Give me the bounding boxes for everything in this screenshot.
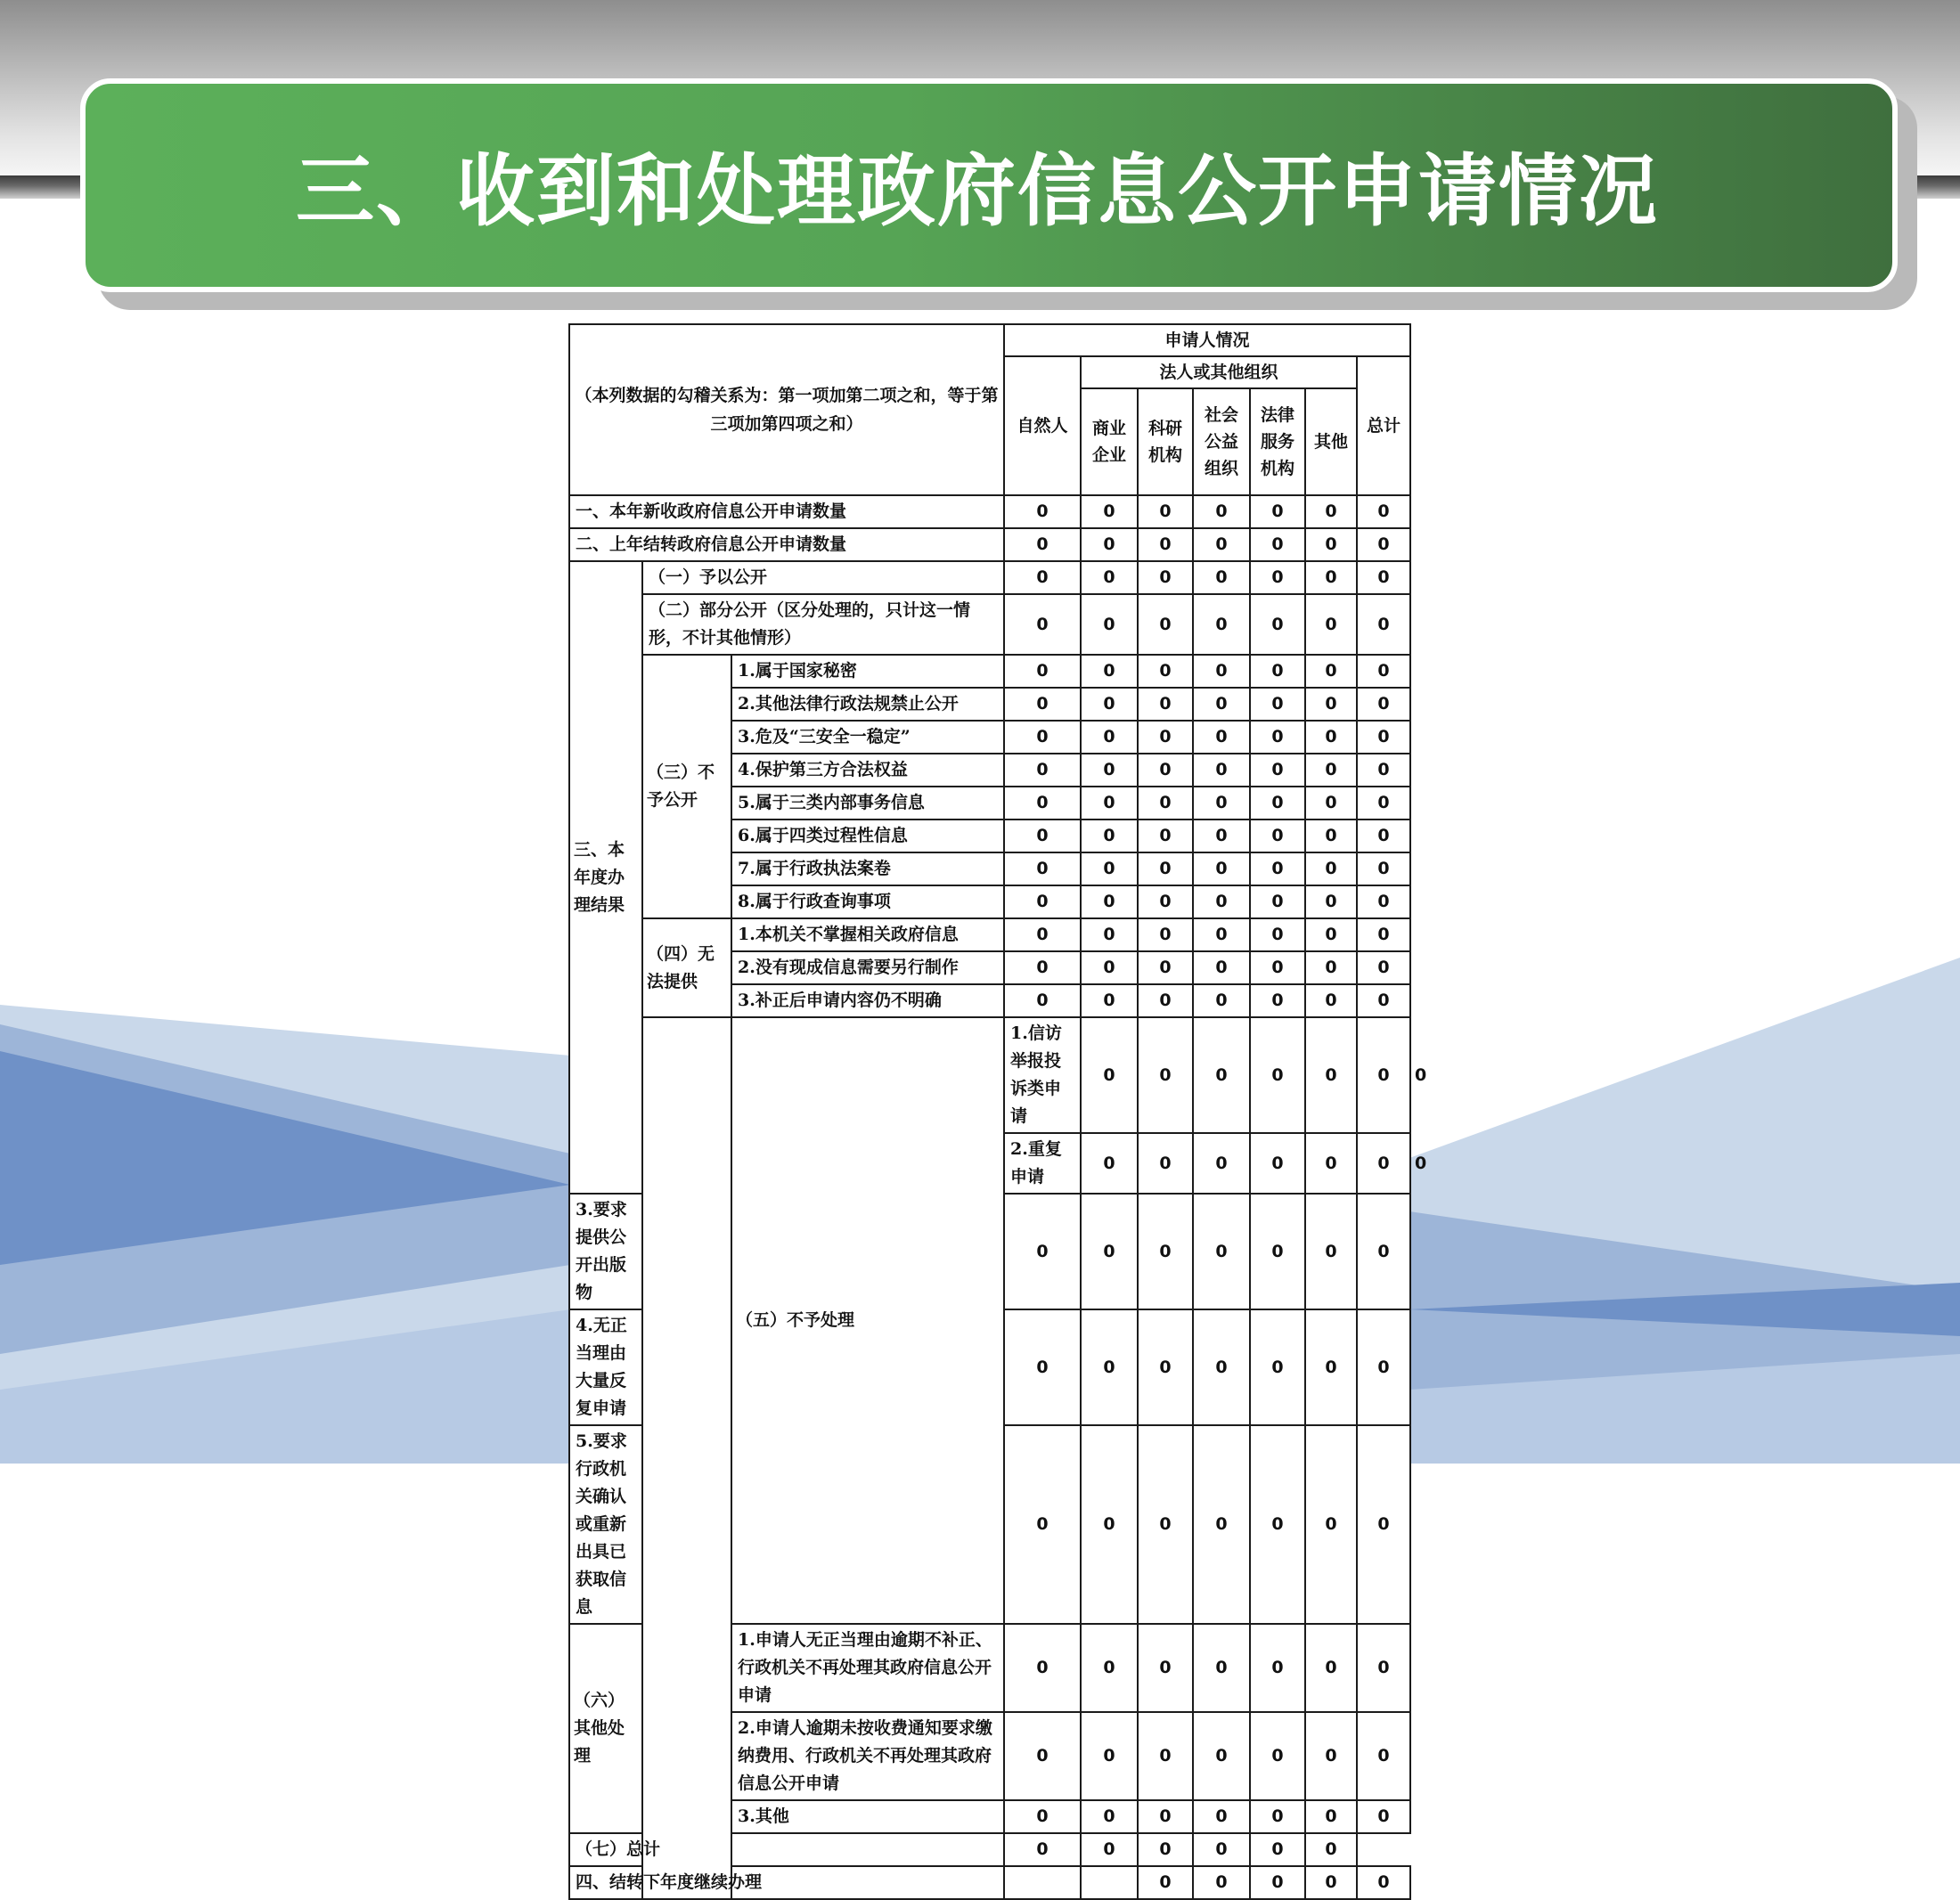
- row-label: 5.属于三类内部事务信息: [731, 787, 1004, 820]
- row-label: 7.属于行政执法案卷: [731, 852, 1004, 885]
- table-row: [569, 561, 1410, 594]
- cell-value: 0: [1250, 655, 1305, 688]
- cell-value: 0: [1081, 655, 1138, 688]
- cell-value: 0: [1004, 918, 1081, 951]
- cell-value: 0: [1357, 1800, 1410, 1833]
- cell-value: 0: [1138, 820, 1193, 852]
- cell-value: 0: [1305, 1712, 1357, 1800]
- cell-value: 0: [1305, 951, 1357, 984]
- cell-value: 0: [1004, 721, 1081, 754]
- cell-value: 0: [1305, 495, 1357, 528]
- section-3-continued: [642, 1017, 731, 1899]
- cell-value: 0: [1004, 495, 1081, 528]
- row-label: 1.属于国家秘密: [731, 655, 1004, 688]
- cell-value: 0: [1250, 1194, 1305, 1309]
- cell-value: 0: [1305, 852, 1357, 885]
- cell-value: 0: [1305, 1133, 1357, 1194]
- row-label: 2.申请人逾期未按收费通知要求缴纳费用、行政机关不再处理其政府信息公开申请: [731, 1712, 1004, 1800]
- cell-value: 0: [1357, 721, 1410, 754]
- header-row-1: [569, 324, 1410, 356]
- row-label: 1.申请人无正当理由逾期不补正、行政机关不再处理其政府信息公开申请: [731, 1624, 1004, 1712]
- cell-value: 0: [1250, 1425, 1305, 1624]
- cell-value: 0: [1193, 1194, 1250, 1309]
- col-natural-person: 自然人: [1004, 356, 1081, 495]
- cell-value: 0: [1138, 1800, 1193, 1833]
- cell-value: 0: [1081, 561, 1138, 594]
- cell-value: 0: [1305, 984, 1357, 1017]
- col-research: 科研机构: [1138, 388, 1193, 495]
- row-label: 6.属于四类过程性信息: [731, 820, 1004, 852]
- cell-value: 0: [1193, 1425, 1250, 1624]
- row-label: 2.重复申请: [1004, 1133, 1081, 1194]
- cell-value: 0: [1193, 787, 1250, 820]
- cell-value: 0: [1004, 561, 1081, 594]
- page-title: 三、收到和处理政府信息公开申请情况: [295, 145, 1659, 237]
- cell-value: 0: [1081, 721, 1138, 754]
- cell-value: 0: [1138, 721, 1193, 754]
- table-row: [569, 918, 1410, 951]
- cell-value: 0: [1004, 951, 1081, 984]
- cell-value: 0: [1357, 1624, 1410, 1712]
- col-social-org: 社会公益组织: [1193, 388, 1250, 495]
- cell-value: 0: [1081, 820, 1138, 852]
- cell-value: 0: [1138, 852, 1193, 885]
- cell-value: 0: [1138, 787, 1193, 820]
- cell-value: 0: [1193, 688, 1250, 721]
- cell-value: 0: [1357, 951, 1410, 984]
- col-business: 商业企业: [1081, 388, 1138, 495]
- cell-value: 0: [1193, 918, 1250, 951]
- cell-value: 0: [1138, 528, 1193, 561]
- cell-value: 0: [1004, 754, 1081, 787]
- cell-value: 0: [1357, 495, 1410, 528]
- cell-value: 0: [1250, 885, 1305, 918]
- cell-value: 0: [1305, 1833, 1357, 1866]
- cell-value: 0: [1357, 1425, 1410, 1624]
- cell-value: 0: [1250, 918, 1305, 951]
- cell-value: 0: [1004, 528, 1081, 561]
- cell-value: 0: [1305, 787, 1357, 820]
- cell-value: 0: [1004, 655, 1081, 688]
- cell-value: 0: [1193, 1133, 1250, 1194]
- cell-value: 0: [1193, 1309, 1250, 1425]
- section-3-label: 三、本年度办理结果: [569, 561, 642, 1194]
- cell-value: 0: [1081, 1194, 1138, 1309]
- cell-value: 0: [1305, 721, 1357, 754]
- cell-value: 0: [1138, 1309, 1193, 1425]
- cell-value: 0: [1081, 1624, 1138, 1712]
- cell-value: 0: [1193, 528, 1250, 561]
- cell-value: 0: [1138, 1194, 1193, 1309]
- cell-value: 0: [1081, 1425, 1138, 1624]
- cell-value: 0: [1081, 1309, 1138, 1425]
- cell-value: 0: [1081, 1133, 1138, 1194]
- cell-value: 0: [1305, 1800, 1357, 1833]
- cell-value: 0: [1305, 820, 1357, 852]
- cell-value: 0: [1004, 1624, 1081, 1712]
- cell-value: 0: [1250, 688, 1305, 721]
- cell-value: 0: [1138, 594, 1193, 655]
- row-label: 5.要求行政机关确认或重新出具已获取信息: [569, 1425, 642, 1624]
- cell-value: 0: [1004, 787, 1081, 820]
- row-label: 二、上年结转政府信息公开申请数量: [569, 528, 1004, 561]
- group-5-label: （五）不予处理: [731, 1017, 1004, 1624]
- cell-value: 0: [1250, 820, 1305, 852]
- cell-value: 0: [1004, 820, 1081, 852]
- cell-value: 0: [1193, 1866, 1250, 1899]
- cell-value: 0: [1193, 885, 1250, 918]
- cell-value: [1081, 1866, 1138, 1899]
- cell-value: 0: [1138, 951, 1193, 984]
- cell-value: 0: [1250, 1309, 1305, 1425]
- cell-value: 0: [1193, 951, 1250, 984]
- cell-value: 0: [1250, 984, 1305, 1017]
- cell-value: 0: [1138, 1712, 1193, 1800]
- cell-value: 0: [1004, 594, 1081, 655]
- cell-value: 0: [1250, 1712, 1305, 1800]
- cell-value: 0: [1357, 820, 1410, 852]
- cell-value: 0: [1357, 561, 1410, 594]
- row-label: 8.属于行政查询事项: [731, 885, 1004, 918]
- cell-value: 0: [1138, 1833, 1193, 1866]
- table-row: [569, 1866, 1410, 1899]
- cell-value: 0: [1004, 852, 1081, 885]
- cell-value: 0: [1250, 594, 1305, 655]
- row-label: 3.危及“三安全一稳定”: [731, 721, 1004, 754]
- cell-value: 0: [1305, 528, 1357, 561]
- cell-value: 0: [1357, 984, 1410, 1017]
- cell-value: 0: [1357, 885, 1410, 918]
- group-4-label: （四）无法提供: [642, 918, 731, 1017]
- group-3-label: （三）不予公开: [642, 655, 731, 918]
- table-row: [569, 1833, 1410, 1866]
- cell-value: 0: [1193, 1712, 1250, 1800]
- title-banner: [80, 78, 1898, 292]
- row-label: （七）总计: [569, 1833, 731, 1866]
- row-label: 一、本年新收政府信息公开申请数量: [569, 495, 1004, 528]
- row-label: 2.没有现成信息需要另行制作: [731, 951, 1004, 984]
- cell-value: 0: [1081, 754, 1138, 787]
- col-other: 其他: [1305, 388, 1357, 495]
- col-legal-service: 法律服务机构: [1250, 388, 1305, 495]
- cell-value: 0: [1004, 885, 1081, 918]
- cell-value: 0: [1193, 1624, 1250, 1712]
- cell-value: 0: [1357, 1866, 1410, 1899]
- cell-value: 0: [1305, 754, 1357, 787]
- cell-value: 0: [1357, 1309, 1410, 1425]
- cell-value: 0: [1193, 655, 1250, 688]
- cell-value: 0: [1138, 1017, 1193, 1133]
- cell-value: 0: [1357, 688, 1410, 721]
- cell-value: 0: [1305, 1866, 1357, 1899]
- cell-value: 0: [1305, 918, 1357, 951]
- row-label: 2.其他法律行政法规禁止公开: [731, 688, 1004, 721]
- cell-value: 0: [1357, 1712, 1410, 1800]
- cell-value: 0: [1193, 754, 1250, 787]
- cell-value: [731, 1833, 1004, 1866]
- col-total: 总计: [1357, 356, 1410, 495]
- cell-value: 0: [1250, 852, 1305, 885]
- cell-value: 0: [1193, 1800, 1250, 1833]
- cell-value: 0: [1004, 688, 1081, 721]
- cell-value: 0: [1250, 561, 1305, 594]
- row-label: 4.保护第三方合法权益: [731, 754, 1004, 787]
- cell-value: 0: [1081, 885, 1138, 918]
- cell-value: 0: [1250, 1833, 1305, 1866]
- cell-value: 0: [1250, 721, 1305, 754]
- cell-value: 0: [1138, 561, 1193, 594]
- cell-value: 0: [1305, 1309, 1357, 1425]
- cell-value: 0: [1250, 951, 1305, 984]
- cell-value: 0: [1138, 655, 1193, 688]
- cell-value: 0: [1004, 984, 1081, 1017]
- cell-value: 0: [1004, 1194, 1081, 1309]
- cell-value: 0: [1004, 1425, 1081, 1624]
- cell-value: 0: [1305, 688, 1357, 721]
- cell-value: 0: [1004, 1712, 1081, 1800]
- cell-value: 0: [1138, 984, 1193, 1017]
- cell-value: 0: [1004, 1309, 1081, 1425]
- cell-value: 0: [1305, 885, 1357, 918]
- cell-value: 0: [1081, 688, 1138, 721]
- cell-value: 0: [1081, 984, 1138, 1017]
- row-label: （一）予以公开: [642, 561, 1004, 594]
- row-label: 1.本机关不掌握相关政府信息: [731, 918, 1004, 951]
- cell-value: 0: [1004, 1833, 1081, 1866]
- cell-value: 0: [1193, 561, 1250, 594]
- cell-value: 0: [1081, 1017, 1138, 1133]
- cell-value: 0: [1138, 918, 1193, 951]
- cell-value: 0: [1193, 1833, 1250, 1866]
- cell-value: 0: [1193, 984, 1250, 1017]
- cell-value: 0: [1250, 528, 1305, 561]
- cell-value: 0: [1081, 852, 1138, 885]
- cell-value: 0: [1357, 1017, 1410, 1133]
- cell-value: 0: [1081, 1800, 1138, 1833]
- cell-value: 0: [1305, 1017, 1357, 1133]
- applicant-header: 申请人情况: [1004, 324, 1410, 356]
- table-row: [569, 655, 1410, 688]
- cell-value: 0: [1138, 1866, 1193, 1899]
- cell-value: 0: [1081, 495, 1138, 528]
- cell-value: 0: [1250, 1624, 1305, 1712]
- cell-value: 0: [1250, 1800, 1305, 1833]
- cell-value: 0: [1081, 787, 1138, 820]
- table-row: （五）不予处理 1.信访举报投诉类申请 0 0 0 0 0 0 0: [569, 1017, 1410, 1133]
- row-label: 1.信访举报投诉类申请: [1004, 1017, 1081, 1133]
- cell-value: 0: [1357, 1133, 1410, 1194]
- cell-value: 0: [1081, 918, 1138, 951]
- cell-value: 0: [1357, 1194, 1410, 1309]
- cell-value: 0: [1138, 688, 1193, 721]
- statistics-table: [568, 323, 1427, 1900]
- cell-value: 0: [1081, 1712, 1138, 1800]
- cell-value: 0: [1081, 951, 1138, 984]
- cell-value: 0: [1305, 1425, 1357, 1624]
- group-6-label: （六）其他处理: [569, 1624, 642, 1833]
- cell-value: 0: [1357, 918, 1410, 951]
- row-label: 4.无正当理由大量反复申请: [569, 1309, 642, 1425]
- legal-org-header: 法人或其他组织: [1081, 356, 1357, 388]
- cell-value: 0: [1250, 754, 1305, 787]
- cell-value: 0: [1004, 1800, 1081, 1833]
- cell-value: 0: [1357, 787, 1410, 820]
- cell-value: 0: [1193, 721, 1250, 754]
- cell-value: 0: [1138, 1425, 1193, 1624]
- cell-value: 0: [1138, 885, 1193, 918]
- cell-value: 0: [1193, 852, 1250, 885]
- cell-value: [1004, 1866, 1081, 1899]
- cell-value: 0: [1250, 1133, 1305, 1194]
- table-row: [569, 495, 1410, 528]
- cell-value: 0: [1357, 655, 1410, 688]
- cell-value: 0: [1250, 1866, 1305, 1899]
- cell-value: 0: [1138, 754, 1193, 787]
- cell-value: 0: [1138, 1624, 1193, 1712]
- cell-value: 0: [1193, 820, 1250, 852]
- statistics-table-container: [568, 323, 1427, 1900]
- cell-value: 0: [1250, 495, 1305, 528]
- cell-value: 0: [1305, 1194, 1357, 1309]
- cell-value: 0: [1138, 1133, 1193, 1194]
- cell-value: 0: [1305, 655, 1357, 688]
- cell-value: 0: [1193, 1017, 1250, 1133]
- cell-value: 0: [1305, 594, 1357, 655]
- cell-value: 0: [1357, 852, 1410, 885]
- table-row: [569, 528, 1410, 561]
- row-label: 3.其他: [731, 1800, 1004, 1833]
- row-label: （二）部分公开（区分处理的，只计这一情形，不计其他情形）: [642, 594, 1004, 655]
- cell-value: 0: [1357, 594, 1410, 655]
- cell-value: 0: [1357, 528, 1410, 561]
- table-row: [569, 594, 1410, 655]
- cell-value: 0: [1250, 787, 1305, 820]
- cell-value: 0: [1081, 1833, 1138, 1866]
- cell-value: 0: [1138, 495, 1193, 528]
- cell-value: 0: [1193, 594, 1250, 655]
- cell-value: 0: [1305, 1624, 1357, 1712]
- cell-value: 0: [1357, 754, 1410, 787]
- cell-value: 0: [1305, 561, 1357, 594]
- row-label: 3.要求提供公开出版物: [569, 1194, 642, 1309]
- cell-value: 0: [1250, 1017, 1305, 1133]
- cell-value: 0: [1081, 594, 1138, 655]
- cell-value: 0: [1081, 528, 1138, 561]
- cell-value: 0: [1193, 495, 1250, 528]
- row-label: 3.补正后申请内容仍不明确: [731, 984, 1004, 1017]
- row-label: 四、结转下年度继续办理: [569, 1866, 1004, 1899]
- table-note: （本列数据的勾稽关系为：第一项加第二项之和，等于第三项加第四项之和）: [569, 324, 1004, 495]
